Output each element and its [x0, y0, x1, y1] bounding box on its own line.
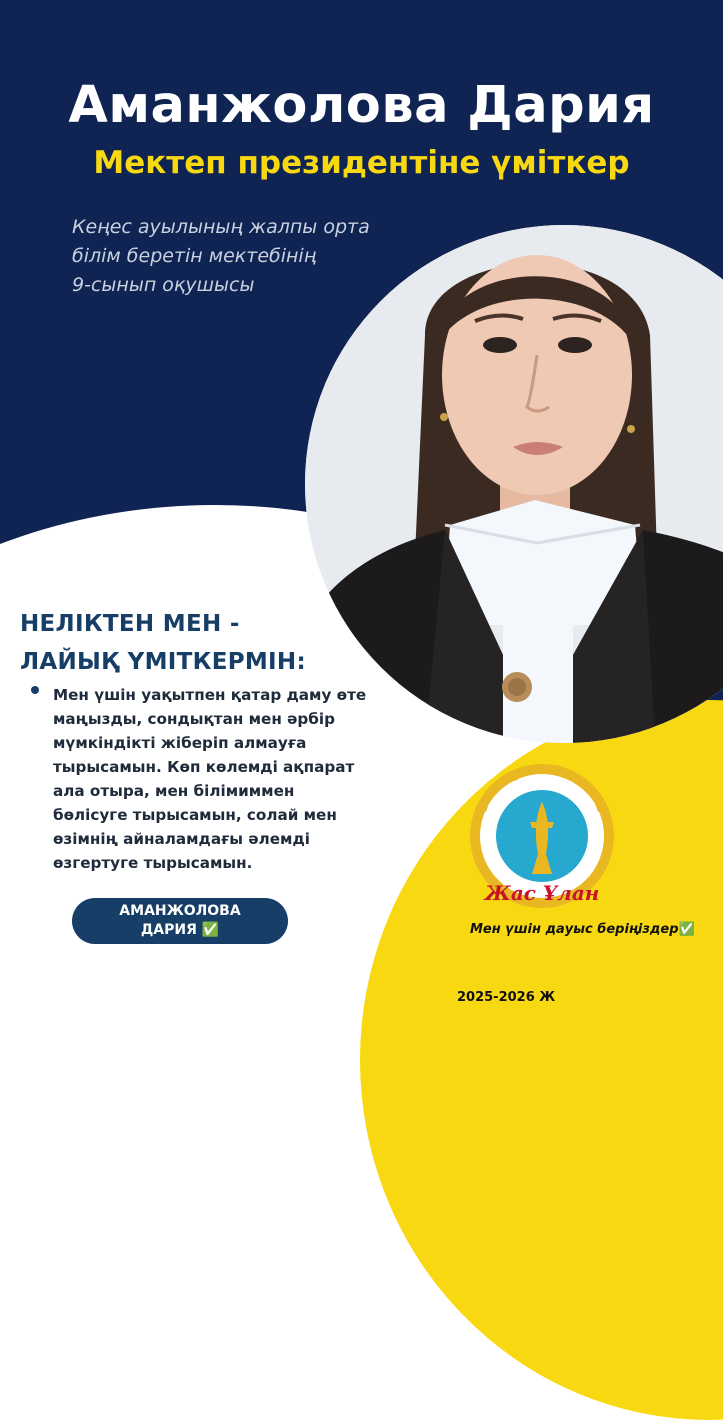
academic-year: 2025-2026 Ж [457, 990, 556, 1005]
checkmark-icon: ✅ [201, 922, 220, 938]
name-badge-line: АМАНЖОЛОВА [119, 903, 241, 919]
name-badge-first-name: ДАРИЯ [140, 922, 197, 938]
candidate-role-subtitle: Мектеп президентіне үміткер [93, 145, 630, 181]
why-heading-line: ЛАЙЫҚ ҮМІТКЕРМІН: [20, 649, 306, 675]
school-description [72, 213, 402, 300]
checkmark-icon: ✅ [678, 922, 695, 937]
name-badge-button[interactable] [72, 898, 288, 944]
school-line: 9-сынып оқушысы [72, 274, 255, 296]
bullet-icon [31, 686, 39, 694]
why-heading [20, 605, 360, 681]
zhas-ulan-emblem-icon [468, 762, 616, 910]
school-line: білім беретін мектебінің [72, 245, 317, 267]
candidate-name-title: Аманжолова Дария [68, 76, 655, 135]
reason-text: Мен үшін уақытпен қатар даму өте маңызды, сондықтан мен әрбір мүмкіндікті жіберіп алмауға тырысамын. Көп көлемді ақпарат ала отыра, мен білімиммен бөлісуге тырысамын, солай мен өзімнің айналамдағы әлемді өзгертуге тырысамын. [53, 686, 367, 872]
vote-call-text [470, 922, 720, 937]
vote-call-label: Мен үшін дауыс беріңіздер [470, 922, 679, 937]
why-heading-line: НЕЛІКТЕН МЕН - [20, 611, 240, 637]
school-line: Кеңес ауылының жалпы орта [72, 216, 370, 238]
emblem-text: Жас Ұлан [484, 881, 600, 905]
name-badge-line-2 [72, 921, 288, 940]
